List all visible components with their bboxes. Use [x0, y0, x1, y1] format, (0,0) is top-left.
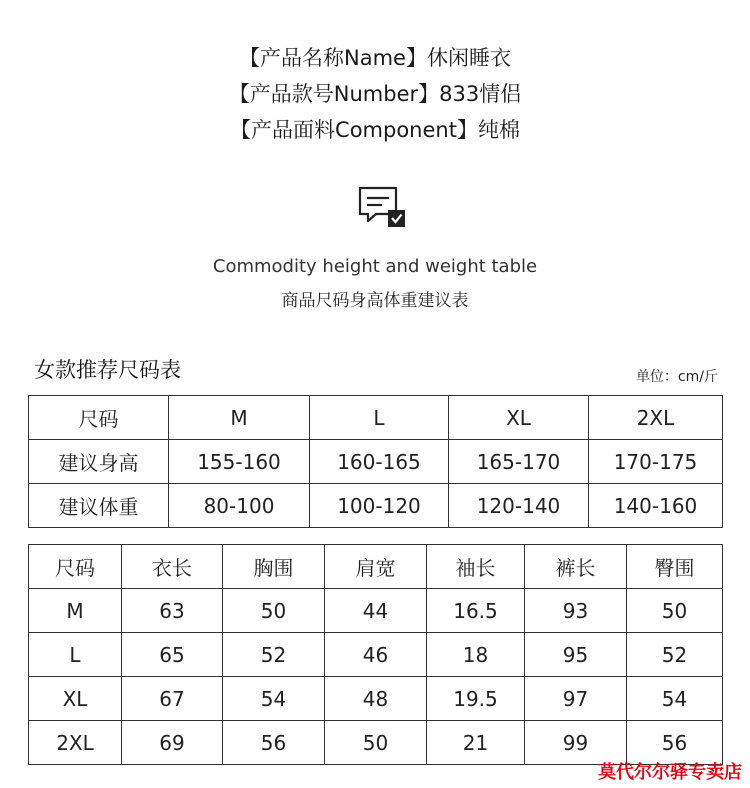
table-header-row	[29, 545, 723, 589]
table-cell: 裤长	[525, 545, 627, 589]
table-row	[29, 589, 723, 633]
table-cell: 160-165	[310, 440, 449, 484]
table-cell: 50	[223, 589, 325, 633]
table-row	[29, 633, 723, 677]
table-cell: 21	[427, 721, 525, 765]
table-cell: 165-170	[449, 440, 589, 484]
table-cell: 18	[427, 633, 525, 677]
product-number-line: 【产品款号Number】833情侣	[228, 82, 522, 106]
subtitle-chinese: 商品尺码身高体重建议表	[281, 291, 469, 311]
table-cell: 63	[122, 589, 223, 633]
table-cell: 56	[223, 721, 325, 765]
table-cell: 建议体重	[29, 484, 169, 528]
table-cell: 19.5	[427, 677, 525, 721]
table-cell: XL	[449, 396, 589, 440]
table-cell: 170-175	[589, 440, 723, 484]
table-cell: 袖长	[427, 545, 525, 589]
store-watermark: 莫代尔尔驿专卖店	[598, 762, 742, 783]
table-cell: 臀围	[627, 545, 723, 589]
table-row	[29, 440, 723, 484]
table-cell: 93	[525, 589, 627, 633]
table-cell: 46	[325, 633, 427, 677]
table-cell: 尺码	[29, 396, 169, 440]
table-cell: 54	[223, 677, 325, 721]
table-cell: 50	[325, 721, 427, 765]
unit-note: 单位：cm/斤	[635, 369, 718, 385]
chat-check-icon	[358, 186, 406, 230]
table-cell: 52	[223, 633, 325, 677]
table-header-row	[29, 396, 723, 440]
table-cell: 2XL	[589, 396, 723, 440]
table-cell: 16.5	[427, 589, 525, 633]
table-cell: 140-160	[589, 484, 723, 528]
table-cell: 99	[525, 721, 627, 765]
table-cell: 52	[627, 633, 723, 677]
table-cell: XL	[29, 677, 122, 721]
table-cell: 120-140	[449, 484, 589, 528]
table-cell: 衣长	[122, 545, 223, 589]
table-cell: 67	[122, 677, 223, 721]
table-cell: 54	[627, 677, 723, 721]
table-cell: 80-100	[169, 484, 310, 528]
table-cell: M	[169, 396, 310, 440]
product-info	[0, 40, 750, 148]
table-cell: 尺码	[29, 545, 122, 589]
table-cell: 胸围	[223, 545, 325, 589]
table-cell: 建议身高	[29, 440, 169, 484]
table-cell: 48	[325, 677, 427, 721]
table-cell: L	[29, 633, 122, 677]
table-cell: 95	[525, 633, 627, 677]
table-cell: 65	[122, 633, 223, 677]
table-cell: 肩宽	[325, 545, 427, 589]
measurement-table	[28, 544, 723, 765]
subtitle-english: Commodity height and weight table	[212, 256, 538, 277]
size-recommendation-table	[28, 395, 723, 528]
table-cell: 50	[627, 589, 723, 633]
table-row	[29, 677, 723, 721]
table-cell: L	[310, 396, 449, 440]
table-cell: 2XL	[29, 721, 122, 765]
table-cell: 69	[122, 721, 223, 765]
table-cell: 44	[325, 589, 427, 633]
table-cell: M	[29, 589, 122, 633]
product-material-line: 【产品面料Component】纯棉	[230, 118, 520, 142]
table-cell: 56	[627, 721, 723, 765]
table-cell: 100-120	[310, 484, 449, 528]
table-cell: 155-160	[169, 440, 310, 484]
section-title: 女款推荐尺码表	[34, 358, 181, 382]
table-cell: 97	[525, 677, 627, 721]
table-row	[29, 484, 723, 528]
product-name-line: 【产品名称Name】休闲睡衣	[239, 46, 511, 70]
